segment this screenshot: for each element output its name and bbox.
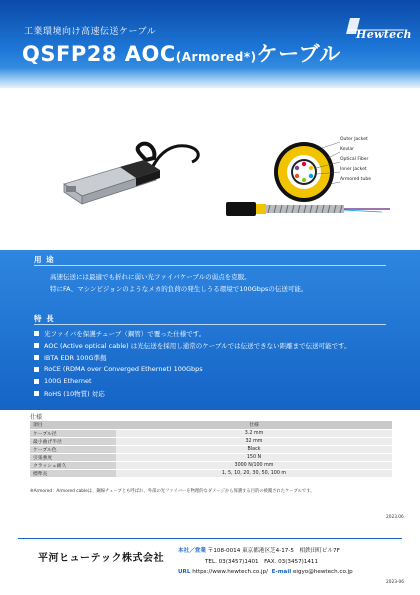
web-contact [178, 569, 353, 575]
title-suffix: ケーブル [256, 42, 341, 66]
feature-text: 光ファイバを保護チューブ（鋼管）で覆った仕様です。 [44, 330, 206, 338]
legend-item: Kevlar [340, 147, 355, 152]
features-heading: 特 長 [34, 314, 55, 323]
bullet-square-icon [34, 391, 39, 396]
feature-item [34, 377, 92, 385]
feature-item [34, 341, 351, 350]
spec-header-row [30, 421, 392, 429]
table-row [30, 453, 392, 461]
url-label: URL [178, 569, 191, 575]
feature-text: IBTA EDR 100G準拠 [44, 354, 107, 362]
table-row [30, 437, 392, 445]
table-row [30, 461, 392, 469]
usage-line: 高速伝送には最適でも折れに弱い光ファイバケーブルの弱点を克服。 [50, 273, 251, 281]
table-row [30, 445, 392, 453]
bullet-square-icon [34, 379, 39, 384]
legend-item: Optical Fiber [340, 157, 369, 162]
cable-structure-diagram [222, 130, 412, 240]
feature-text: RoHS (10物質) 対応 [44, 390, 105, 398]
spec-title: 仕様 [30, 414, 43, 421]
bullet-square-icon [34, 355, 39, 360]
office-text: 〒108-0014 東京都港区芝4-17-5 相鉄田町ビル7F [207, 548, 340, 554]
office-address [178, 546, 340, 554]
title-paren: (Armored*) [175, 50, 257, 64]
bullet-square-icon [34, 331, 39, 336]
bullet-square-icon [34, 367, 39, 372]
spec-key: 最小曲げ半径 [30, 437, 116, 445]
legend-item: Inner Jacket [340, 167, 367, 172]
table-row [30, 469, 392, 477]
qsfp28-module-image [60, 130, 210, 220]
issue-date: 2023.06 [386, 515, 404, 520]
spec-key: ケーブル径 [30, 429, 116, 437]
legend-item: Armored tube [340, 177, 372, 182]
spec-header-value: 仕様 [116, 421, 392, 429]
company-name: 平河ヒューテック株式会社 [38, 553, 164, 564]
spec-value: Black [116, 445, 392, 453]
office-label: 本社／営業 [178, 548, 206, 554]
logo-text: Hewtech [356, 28, 412, 41]
spec-key: クラッシュ耐久 [30, 461, 116, 469]
feature-text: 100G Ethernet [44, 377, 92, 385]
page-subtitle: 工業環境向け高速伝送ケーブル [24, 27, 157, 37]
feature-item [34, 353, 107, 362]
feature-item [34, 329, 205, 338]
footer-divider [18, 538, 402, 539]
spec-value: 150 N [116, 453, 392, 461]
usage-heading: 用 途 [34, 255, 55, 264]
spec-header-item: 項目 [30, 421, 116, 429]
bullet-square-icon [34, 343, 39, 348]
footnote: ※Armored：Armored cableは、鋼線チューブとも呼ばれ、外部の光ファイバーを物理的なダメージから保護する目的の被覆されたケーブルです。 [30, 489, 315, 494]
spec-table [30, 421, 392, 478]
usage-line: 特にFA、マシンビジョンのようなメカ的負荷の発生しうる環境で100Gbpsの伝送可能。 [50, 285, 308, 293]
feature-item [34, 365, 203, 373]
spec-value: 3.2 mm [116, 429, 392, 437]
spec-value: 3000 N/100 mm [116, 461, 392, 469]
title-main: QSFP28 AOC [22, 42, 176, 66]
page-title [22, 38, 341, 68]
spec-key: 標準長 [30, 469, 116, 477]
phone-fax: TEL. 03(3457)1401 FAX. 03(3457)1411 [205, 559, 319, 565]
url-link[interactable]: https://www.hewtech.co.jp/ [192, 569, 269, 575]
email-label: E-mail [271, 569, 292, 575]
table-row [30, 429, 392, 437]
spec-key: 引張強度 [30, 453, 116, 461]
feature-text: AOC (Active optical cable) は光伝送を採用し通常のケーブルでは伝送できない距離まで伝送可能です。 [44, 342, 351, 350]
features-divider [34, 324, 386, 325]
usage-divider [34, 265, 386, 266]
feature-item [34, 389, 105, 398]
spec-value: 32 mm [116, 437, 392, 445]
legend-item: Outer Jacket [340, 137, 368, 142]
email-link[interactable]: eigyo@hewtech.co.jp [292, 569, 353, 575]
page-code: 2023-06 [386, 580, 404, 585]
feature-text: RoCE (RDMA over Converged Ethernet) 100Gbps [44, 365, 203, 373]
spec-value: 1, 5, 10, 20, 30, 50, 100 m [116, 469, 392, 477]
spec-key: ケーブル色 [30, 445, 116, 453]
cable-legend [340, 135, 371, 185]
